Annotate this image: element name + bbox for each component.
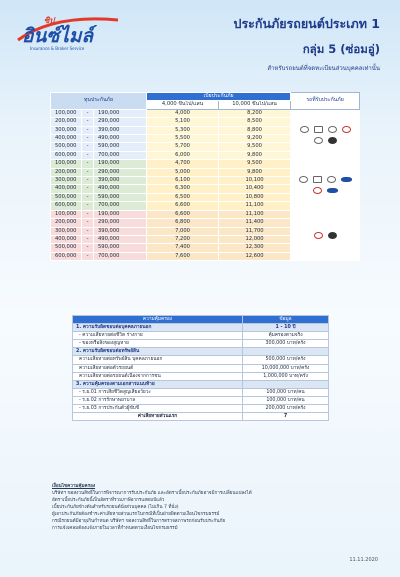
sum-to-cell: 590,000	[94, 244, 147, 252]
sum-to-cell: 390,000	[94, 126, 147, 134]
coverage-label: ความเสียหายต่อทรัพย์สิน บุคคลภายนอก	[73, 356, 243, 364]
coverage-row	[73, 388, 329, 396]
coverage-value: 7	[243, 413, 329, 421]
sum-from-cell: 500,000	[51, 143, 82, 151]
car-brand-logo-icon	[299, 176, 308, 183]
header-coverage-value: ข้อมูล	[243, 316, 329, 324]
premium-2-cell: 11,100	[219, 210, 291, 218]
sum-to-cell: 490,000	[94, 235, 147, 243]
sum-from-cell: 100,000	[51, 160, 82, 168]
coverage-value: 200,000 บาท/ครั้ง	[243, 405, 329, 413]
group-title: กลุ่ม 5 (ซ่อมอู่)	[302, 42, 380, 56]
note-line: ผู้เอาประกันภัยต้องชำระค่าเสียหายส่วนแรกในกรณีที่เป็นฝ่ายผิดตามเงื่อนไขกรมธรรม์	[52, 512, 220, 517]
dash-cell: -	[82, 177, 94, 185]
coverage-row	[73, 356, 329, 364]
premium-2-cell: 8,200	[219, 109, 291, 117]
coverage-row	[73, 396, 329, 404]
car-brand-logo-icon	[342, 126, 351, 133]
premium-1-cell: 5,000	[147, 168, 219, 176]
dash-cell: -	[82, 219, 94, 227]
dash-cell: -	[82, 160, 94, 168]
title-block	[234, 14, 380, 59]
sum-from-cell: 200,000	[51, 219, 82, 227]
premium-2-cell: 11,100	[219, 202, 291, 210]
premium-1-cell: 6,600	[147, 202, 219, 210]
car-brand-logo-icon	[300, 126, 309, 133]
car-brand-logo-icon	[314, 137, 323, 144]
premium-1-cell: 6,300	[147, 185, 219, 193]
car-brand-logo-icon	[341, 177, 352, 182]
coverage-value: คุ้มครองตามจริง	[243, 332, 329, 340]
header-deductible-2: 10,000 ขึ้นไป/แสน	[219, 101, 291, 109]
car-brand-logo-icon	[327, 176, 336, 183]
note-line: กรณีรถยนต์มีอายุเกินกำหนด บริษัทฯ ขอสงวนสิทธิ์ในการตรวจสภาพรถก่อนรับประกันภัย	[52, 519, 226, 524]
note-line: บริษัทฯ ขอสงวนสิทธิ์ในการพิจารณาการรับประกันภัย และอัตราเบี้ยประกันภัยอาจมีการเปลี่ยนแปลงได้	[52, 491, 252, 496]
sum-to-cell: 190,000	[94, 160, 147, 168]
sum-from-cell: 400,000	[51, 185, 82, 193]
premium-1-cell: 5,100	[147, 118, 219, 126]
coverage-label: - ร.ย.01 การเสียชีวิตสูญเสียอวัยวะ	[73, 388, 243, 396]
dash-cell: -	[82, 151, 94, 159]
table-row	[51, 210, 360, 218]
coverage-label: 2. ความรับผิดชอบต่อทรัพย์สิน	[73, 348, 243, 356]
brand-logos-cell	[291, 160, 360, 210]
car-brand-logo-icon	[314, 126, 323, 133]
car-brand-logo-icon	[313, 176, 322, 183]
coverage-label: - ร.ย.03 การประกันตัวผู้ขับขี่	[73, 405, 243, 413]
premium-2-cell: 10,100	[219, 177, 291, 185]
sum-to-cell: 290,000	[94, 219, 147, 227]
brand-logos-cell	[291, 210, 360, 260]
dash-cell: -	[82, 143, 94, 151]
coverage-value: 100,000 บาท/คน	[243, 388, 329, 396]
coverage-table	[72, 315, 329, 421]
premium-2-cell: 10,800	[219, 193, 291, 201]
sum-to-cell: 390,000	[94, 227, 147, 235]
premium-2-cell: 9,500	[219, 160, 291, 168]
coverage-value: 100,000 บาท/คน	[243, 396, 329, 404]
sum-to-cell: 700,000	[94, 202, 147, 210]
coverage-row	[73, 340, 329, 348]
sum-from-cell: 600,000	[51, 252, 82, 260]
sum-from-cell: 400,000	[51, 235, 82, 243]
premium-1-cell: 7,400	[147, 244, 219, 252]
sum-to-cell: 700,000	[94, 252, 147, 260]
coverage-row	[73, 324, 329, 332]
note-line: อัตราเบี้ยประกันภัยนี้เป็นอัตราที่รวมภาษีอากรแสตมป์แล้ว	[52, 498, 165, 503]
sum-from-cell: 600,000	[51, 202, 82, 210]
sum-to-cell: 190,000	[94, 210, 147, 218]
premium-table-body	[51, 109, 360, 260]
coverage-value: 10,000,000 บาท/ครั้ง	[243, 364, 329, 372]
premium-2-cell: 9,500	[219, 143, 291, 151]
premium-table	[50, 92, 360, 261]
coverage-value	[243, 380, 329, 388]
sum-from-cell: 100,000	[51, 109, 82, 117]
sum-from-cell: 300,000	[51, 126, 82, 134]
dash-cell: -	[82, 244, 94, 252]
premium-2-cell: 12,000	[219, 235, 291, 243]
premium-1-cell: 6,000	[147, 151, 219, 159]
coverage-row	[73, 405, 329, 413]
premium-2-cell: 9,200	[219, 135, 291, 143]
sum-to-cell: 290,000	[94, 118, 147, 126]
coverage-row	[73, 372, 329, 380]
sum-from-cell: 100,000	[51, 210, 82, 218]
dash-cell: -	[82, 227, 94, 235]
sum-from-cell: 200,000	[51, 168, 82, 176]
dash-cell: -	[82, 235, 94, 243]
logo-top-text: ซิป	[44, 16, 55, 25]
premium-2-cell: 9,800	[219, 151, 291, 159]
brand-logos-cell	[291, 109, 360, 159]
sum-to-cell: 590,000	[94, 143, 147, 151]
car-brand-logo-icon	[327, 188, 338, 193]
header-cars: รถที่รับประกันภัย	[291, 93, 360, 110]
page-subtitle: สำหรับรถยนต์ที่จดทะเบียนส่วนบุคคลเท่านั้น	[267, 65, 380, 72]
sum-to-cell: 490,000	[94, 135, 147, 143]
sum-to-cell: 590,000	[94, 193, 147, 201]
sum-from-cell: 200,000	[51, 118, 82, 126]
premium-2-cell: 11,700	[219, 227, 291, 235]
premium-2-cell: 11,400	[219, 219, 291, 227]
dash-cell: -	[82, 193, 94, 201]
premium-2-cell: 8,500	[219, 118, 291, 126]
coverage-table-body	[73, 324, 329, 421]
coverage-row	[73, 364, 329, 372]
header-deductible-1: 4,000 ขึ้นไป/แสน	[147, 101, 219, 109]
premium-2-cell: 9,800	[219, 168, 291, 176]
dash-cell: -	[82, 135, 94, 143]
premium-1-cell: 5,300	[147, 126, 219, 134]
note-line: การแจ้งเคลมต้องแจ้งภายในเวลาที่กำหนดตามเงื่อนไขกรมธรรม์	[52, 526, 178, 531]
premium-1-cell: 6,800	[147, 219, 219, 227]
note-line: เบี้ยประกันภัยข้างต้นสำหรับรถยนต์นั่งส่วนบุคคล (ไม่เกิน 7 ที่นั่ง)	[52, 505, 179, 510]
coverage-value	[243, 348, 329, 356]
coverage-label: ความเสียหายต่อรถยนต์เนื่องจากการชน	[73, 372, 243, 380]
coverage-row	[73, 332, 329, 340]
sum-from-cell: 300,000	[51, 227, 82, 235]
dash-cell: -	[82, 168, 94, 176]
sum-to-cell: 490,000	[94, 185, 147, 193]
premium-2-cell: 8,800	[219, 126, 291, 134]
coverage-label: - ของหรือสิ่งของสูญหาย	[73, 340, 243, 348]
premium-1-cell: 4,000	[147, 109, 219, 117]
car-brand-logo-icon	[314, 232, 323, 239]
premium-1-cell: 5,700	[147, 143, 219, 151]
premium-1-cell: 5,500	[147, 135, 219, 143]
premium-1-cell: 6,600	[147, 210, 219, 218]
sum-from-cell: 300,000	[51, 177, 82, 185]
coverage-label: 3. ความคุ้มครองตามเอกสารแนบท้าย	[73, 380, 243, 388]
coverage-label: ความเสียหายต่อตัวรถยนต์	[73, 364, 243, 372]
premium-1-cell: 7,200	[147, 235, 219, 243]
notes-lines	[52, 490, 352, 532]
coverage-value: 1 - 10 ปี	[243, 324, 329, 332]
dash-cell: -	[82, 252, 94, 260]
coverage-row	[73, 413, 329, 421]
coverage-label: - ความเสียหายต่อชีวิต ร่างกาย	[73, 332, 243, 340]
table-row	[51, 109, 360, 117]
car-brand-logo-icon	[328, 137, 337, 144]
header-premium: เบี้ยประกันภัย	[147, 93, 291, 101]
sum-from-cell: 500,000	[51, 193, 82, 201]
logo-sub-text: Insurance & Broker Service	[30, 46, 85, 51]
car-brand-logo-icon	[328, 232, 337, 239]
sum-to-cell: 700,000	[94, 151, 147, 159]
premium-1-cell: 7,600	[147, 252, 219, 260]
premium-1-cell: 7,000	[147, 227, 219, 235]
premium-2-cell: 12,600	[219, 252, 291, 260]
dash-cell: -	[82, 109, 94, 117]
page-title: ประกันภัยรถยนต์ประเภท 1	[233, 16, 380, 31]
coverage-label: - ร.ย.02 การรักษาพยาบาล	[73, 396, 243, 404]
notes-heading: เงื่อนไขความคุ้มครอง	[52, 484, 96, 489]
premium-2-cell: 12,300	[219, 244, 291, 252]
coverage-label: ค่าเสียหายส่วนแรก	[73, 413, 243, 421]
premium-1-cell: 4,700	[147, 160, 219, 168]
sum-to-cell: 290,000	[94, 168, 147, 176]
sum-from-cell: 500,000	[51, 244, 82, 252]
coverage-label: 1. ความรับผิดชอบต่อบุคคลภายนอก	[73, 324, 243, 332]
sum-to-cell: 190,000	[94, 109, 147, 117]
premium-2-cell: 10,400	[219, 185, 291, 193]
header-coverage-item: ความคุ้มครอง	[73, 316, 243, 324]
coverage-row	[73, 380, 329, 388]
sum-from-cell: 400,000	[51, 135, 82, 143]
dash-cell: -	[82, 210, 94, 218]
company-logo	[14, 10, 122, 54]
document-date: 11.11.2020	[349, 557, 378, 563]
coverage-value: 1,000,000 บาท/ครั้ง	[243, 372, 329, 380]
car-brand-logo-icon	[328, 126, 337, 133]
dash-cell: -	[82, 126, 94, 134]
header-sum-insured: ทุนประกันภัย	[51, 93, 147, 110]
logo-main-text: อินซ์ไมล์	[22, 25, 94, 47]
sum-to-cell: 390,000	[94, 177, 147, 185]
coverage-row	[73, 348, 329, 356]
premium-1-cell: 6,100	[147, 177, 219, 185]
sum-from-cell: 600,000	[51, 151, 82, 159]
coverage-value: 500,000 บาท/ครั้ง	[243, 356, 329, 364]
dash-cell: -	[82, 185, 94, 193]
dash-cell: -	[82, 118, 94, 126]
table-row	[51, 160, 360, 168]
conditions-notes	[52, 483, 352, 532]
car-brand-logo-icon	[313, 187, 322, 194]
coverage-value: 300,000 บาท/ครั้ง	[243, 340, 329, 348]
premium-1-cell: 6,500	[147, 193, 219, 201]
dash-cell: -	[82, 202, 94, 210]
